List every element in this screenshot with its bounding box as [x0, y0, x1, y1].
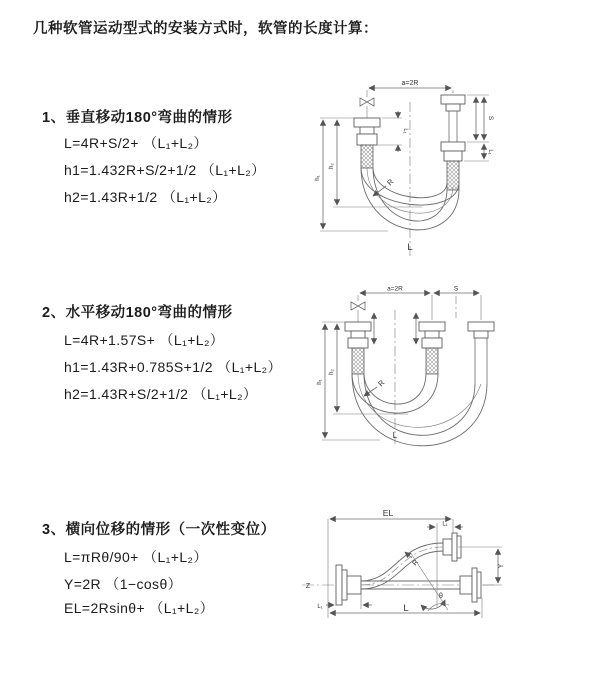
d2-label-l: L: [392, 430, 398, 440]
d1-label-l: L: [407, 242, 413, 253]
d1-valve-icon: [360, 98, 374, 118]
d1-label-s: S: [487, 115, 494, 121]
d2-valve-icon: [351, 302, 365, 322]
d3-left-flange: [336, 565, 361, 605]
section2-heading: 2、水平移动180°弯曲的情形: [42, 305, 233, 321]
d2-hose-curves: [352, 374, 487, 446]
d1-dim-l1-left: [376, 111, 402, 152]
d2-right-fitting: [468, 322, 494, 384]
d2-label-h2: h₂: [329, 369, 335, 375]
section1-formula-h2: h2=1.43R+1/2 （L₁+L₂）: [64, 189, 227, 205]
d1-dim-h1: [320, 118, 388, 231]
d2-dim-a2r-s: [358, 293, 481, 320]
section1-formula-h1: h1=1.432R+S/2+1/2 （L₁+L₂）: [64, 162, 266, 178]
d2-label-a2r: a=2R: [387, 285, 403, 293]
section2-formula-L: L=4R+1.57S+ （L₁+L₂）: [64, 332, 225, 348]
d3-label-l1-left: L₁: [317, 604, 323, 610]
d3-label-l1-top: L₁: [442, 521, 448, 528]
d1-label-l1-left: L₁: [402, 128, 408, 134]
diagram-horizontal-180-bend: [308, 282, 598, 462]
d3-label-z: Z: [305, 583, 311, 590]
d2-middle-fitting: [419, 322, 445, 374]
d2-dim-h2: [333, 324, 408, 414]
d1-dim-a2r: [367, 88, 453, 97]
d2-label-s: S: [453, 285, 459, 293]
section1-formula-L: L=4R+S/2+ （L₁+L₂）: [64, 135, 208, 151]
d3-dim-l1-left: [326, 594, 372, 609]
d1-label-l1-right: L₁: [487, 149, 493, 155]
section3-formula-L: L=πRθ/90+ （L₁+L₂）: [64, 549, 208, 565]
section3-formula-EL: EL=2Rsinθ+ （L₁+L₂）: [64, 600, 215, 616]
d3-straight-pipe: [361, 568, 481, 602]
d1-label-r: R: [385, 177, 396, 188]
d3-label-theta: θ: [439, 593, 443, 600]
d1-right-fitting: [441, 95, 465, 190]
section3-heading: 3、横向位移的情形（一次性变位）: [42, 522, 276, 538]
d3-label-el: EL: [382, 508, 394, 518]
d1-label-h1: h₁: [315, 175, 321, 181]
d2-left-fitting: [345, 322, 371, 374]
d1-label-a2r: a=2R: [401, 80, 419, 87]
d1-dim-s: [464, 95, 489, 161]
d2-label-r: R: [376, 378, 387, 389]
d3-label-r: R: [411, 558, 421, 568]
section2-formula-h2: h2=1.43R+S/2+1/2 （L₁+L₂）: [64, 386, 258, 402]
diagram-lateral-displacement: [300, 508, 600, 623]
d3-angle-theta: [410, 552, 449, 611]
d1-label-h2: h₂: [329, 163, 335, 169]
d3-label-l: L: [403, 603, 409, 614]
page-title: 几种软管运动型式的安装方式时，软管的长度计算：: [33, 21, 378, 37]
d2-label-h1: h₁: [317, 379, 323, 385]
d1-left-fitting: [354, 118, 380, 168]
section3-formula-Y: Y=2R （1−cosθ）: [64, 576, 183, 592]
section2-formula-h1: h1=1.43R+0.785S+1/2 （L₁+L₂）: [64, 359, 282, 375]
d2-centerline: [392, 296, 456, 444]
section1-heading: 1、垂直移动180°弯曲的情形: [42, 110, 233, 126]
d3-label-y: Y: [498, 563, 505, 569]
diagram-vertical-180-bend: [310, 70, 600, 260]
